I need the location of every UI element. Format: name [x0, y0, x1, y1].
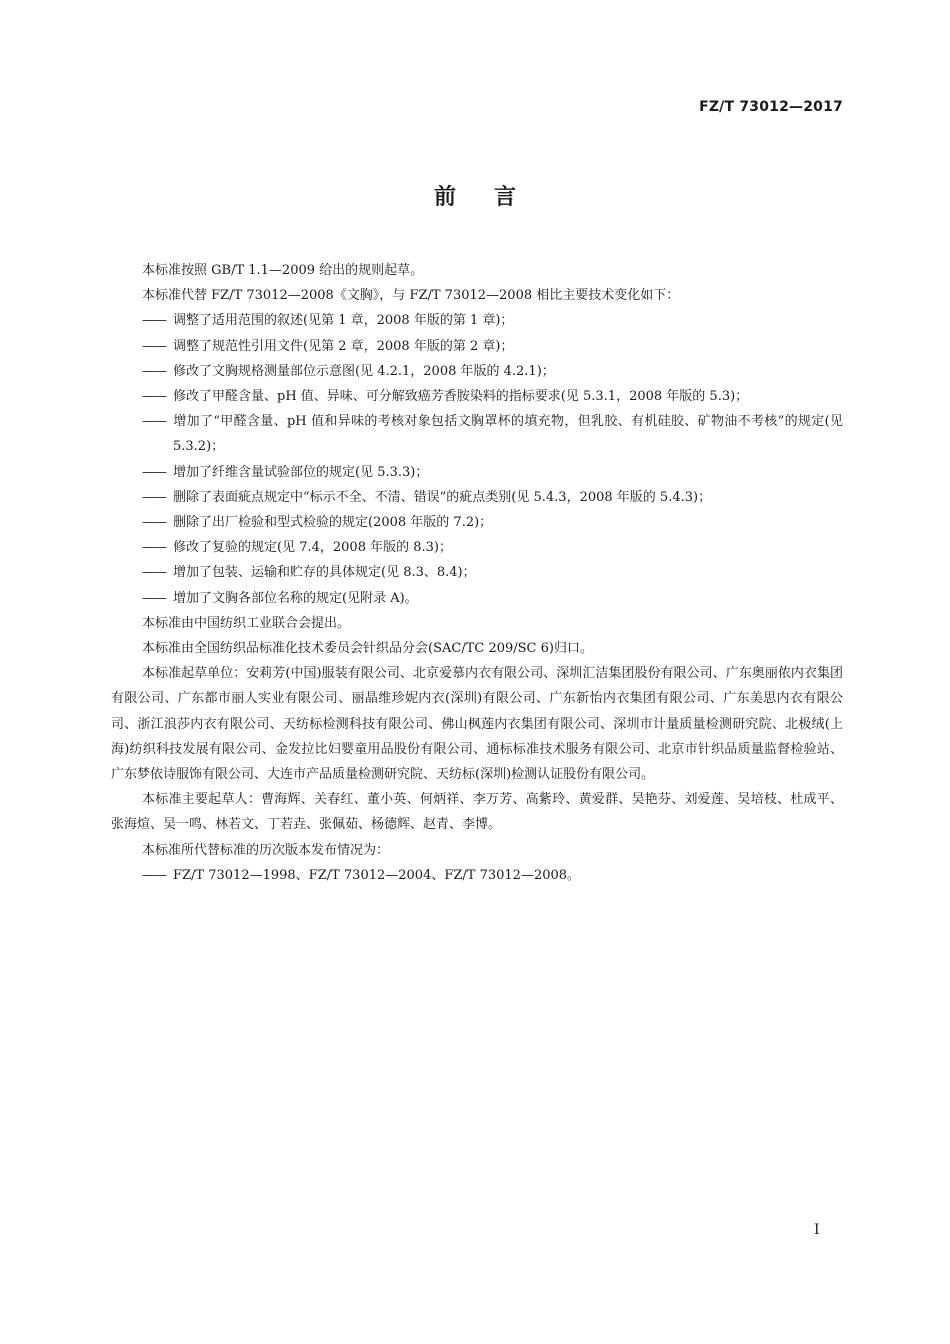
paragraph-text: 修改了文胸规格测量部位示意图(见 4.2.1，2008 年版的 4.2.1)； [173, 363, 555, 379]
paragraph [111, 838, 843, 863]
document-body [111, 258, 843, 888]
paragraph-text: 增加了包装、运输和贮存的具体规定(见 8.3、8.4)； [173, 565, 476, 581]
document-number: FZ/T 73012—2017 [699, 99, 843, 115]
list-item [111, 460, 843, 485]
list-dash: —— [142, 590, 166, 606]
paragraph [111, 636, 843, 661]
paragraph [111, 283, 843, 308]
list-item [111, 384, 843, 409]
list-dash: —— [142, 363, 166, 379]
paragraph-text: 修改了复验的规定(见 7.4，2008 年版的 8.3)； [173, 540, 452, 556]
list-dash: —— [142, 540, 166, 556]
paragraph-text: 本标准主要起草人：曹海辉、关春红、董小英、何炳祥、李万芳、高紫玲、黄爱群、吴艳芬、刘爱莲、吴培枝、杜成平、张海煊、吴一鸣、林若文、丁若垚、张佩茹、杨德辉、赵青、李博。 [111, 792, 843, 833]
list-item [111, 560, 843, 585]
list-dash: —— [142, 338, 166, 354]
list-dash: —— [142, 414, 166, 430]
paragraph-text: FZ/T 73012—1998、FZ/T 73012—2004、FZ/T 73012—2008。 [173, 867, 581, 883]
list-item [111, 308, 843, 333]
list-item [111, 586, 843, 611]
list-dash: —— [142, 515, 166, 531]
paragraph [111, 661, 843, 787]
paragraph-text: 删除了表面疵点规定中“标示不全、不清、错误”的疵点类别(见 5.4.3，2008 年版的 5.4.3)； [173, 489, 712, 505]
list-dash: —— [142, 565, 166, 581]
list-dash: —— [142, 489, 166, 505]
paragraph-text: 增加了纤维含量试验部位的规定(见 5.3.3)； [173, 464, 429, 480]
paragraph-text: 本标准起草单位：安莉芳(中国)服装有限公司、北京爱慕内衣有限公司、深圳汇洁集团股份有限公司、广东奥丽侬内衣集团有限公司、广东都市丽人实业有限公司、丽晶维珍妮内衣(深圳)有限公司、广东新怡内衣集团有限公司、广东美思内衣有限公司、浙江浪莎内衣有限公司、天纺标检测科技有限公司、佛山枫莲内衣集团有限公司、深圳市计量质量检测研究院、北极绒(上海)纺织科技发展有限公司、金发拉比妇婴童用品股份有限公司、通标标准技术服务有限公司、北京市针织品质量监督检验站、广东梦依诗服饰有限公司、大连市产品质量检测研究院、天纺标(深圳)检测认证股份有限公司。 [111, 666, 843, 783]
paragraph-text: 本标准代替 FZ/T 73012—2008《文胸》，与 FZ/T 73012—2008 相比主要技术变化如下： [142, 288, 680, 304]
paragraph-text: 本标准按照 GB/T 1.1—2009 给出的规则起草。 [142, 263, 424, 278]
paragraph-text: 本标准由中国纺织工业联合会提出。 [142, 615, 351, 631]
list-item [111, 359, 843, 384]
list-dash: —— [142, 313, 166, 329]
list-dash: —— [142, 464, 166, 480]
list-item [111, 334, 843, 359]
list-item [111, 485, 843, 510]
page-number: I [814, 1222, 820, 1238]
list-dash: —— [142, 867, 166, 883]
paragraph-text: 增加了文胸各部位名称的规定(见附录 A)。 [173, 590, 418, 606]
paragraph-text: 删除了出厂检验和型式检验的规定(2008 年版的 7.2)； [173, 515, 493, 531]
list-item [111, 535, 843, 560]
paragraph [111, 787, 843, 837]
paragraph-text: 本标准由全国纺织品标准化技术委员会针织品分会(SAC/TC 209/SC 6)归口。 [142, 641, 593, 657]
page-title: 前言 [433, 185, 554, 210]
paragraph-text: 调整了适用范围的叙述(见第 1 章，2008 年版的第 1 章)； [173, 313, 514, 329]
paragraph-text: 本标准所代替标准的历次版本发布情况为： [142, 842, 390, 858]
list-item [111, 863, 843, 888]
list-dash: —— [142, 389, 166, 405]
paragraph [111, 611, 843, 636]
paragraph-text: 调整了规范性引用文件(见第 2 章，2008 年版的第 2 章)； [173, 338, 514, 354]
list-item [111, 510, 843, 535]
paragraph-text: 修改了甲醛含量、pH 值、异味、可分解致癌芳香胺染料的指标要求(见 5.3.1，2008 年版的 5.3)； [173, 389, 749, 405]
paragraph-text: 增加了“甲醛含量、pH 值和异味的考核对象包括文胸罩杯的填充物，但乳胶、有机硅胶、矿物油不考核”的规定(见 5.3.2)； [173, 414, 843, 455]
list-item [111, 409, 843, 459]
paragraph [111, 258, 843, 283]
